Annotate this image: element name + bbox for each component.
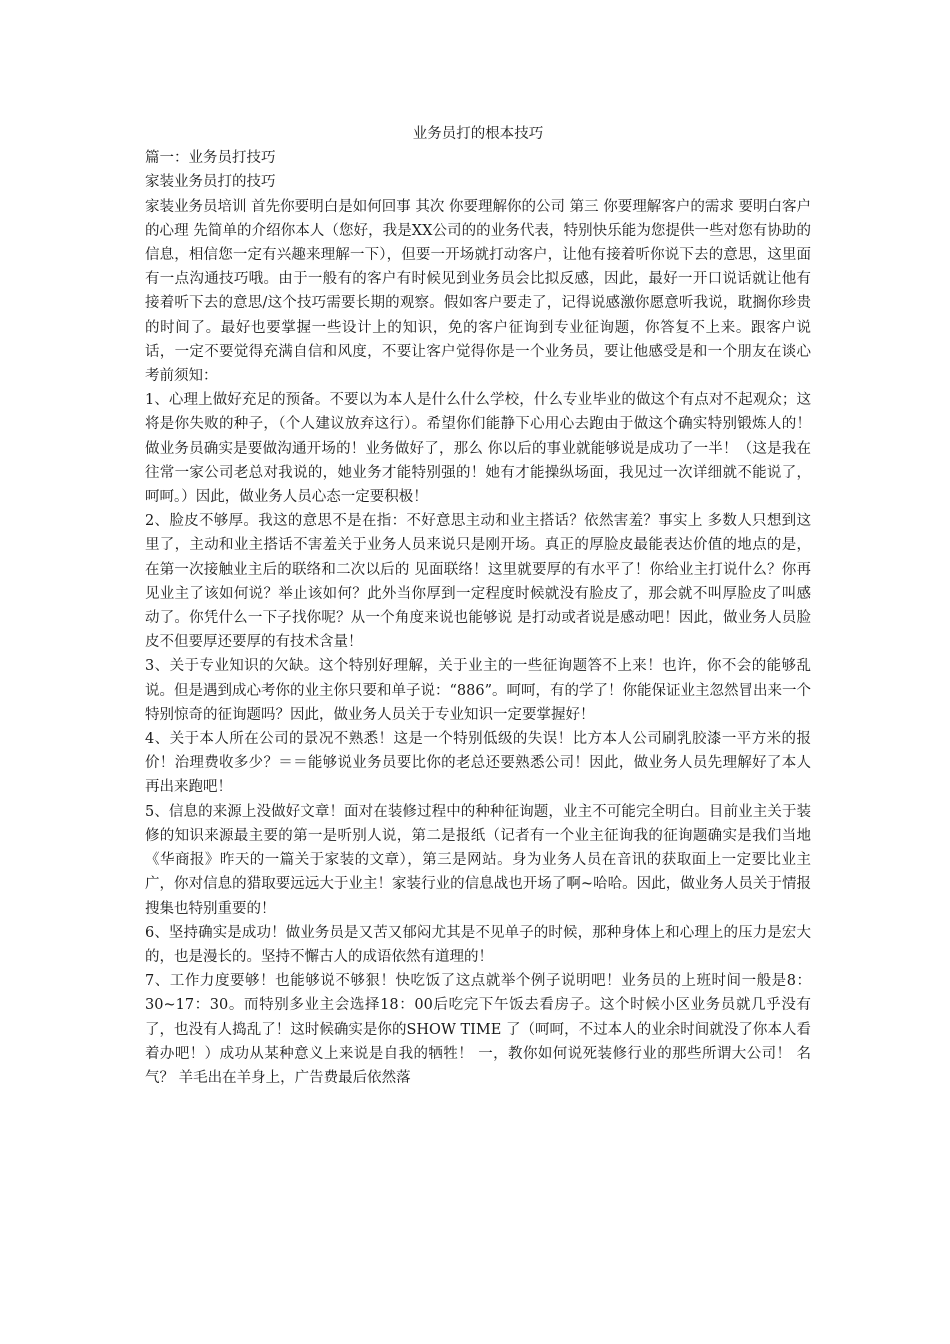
document-page	[145, 122, 811, 1090]
section-heading: 篇一：业务员打技巧	[145, 150, 276, 167]
document-title: 业务员打的根本技巧	[412, 126, 544, 142]
subtitle-heading: 家装业务员打的技巧	[145, 174, 276, 191]
paragraph-point-4: 4、关于本人所在公司的景况不熟悉！这是一个特别低级的失误！比方本人公司刷乳胶漆一平方米的报价！治理费收多少？＝＝能够说业务员要比你的老总还要熟悉公司！因此，做业务人员先理解好了本人再出来跑吧！	[145, 731, 811, 796]
paragraph-point-3: 3、关于专业知识的欠缺。这个特别好理解，关于业主的一些征询题答不上来！也许，你不会的能够乱说。但是遇到成心考你的业主你只要和单子说：“886”。呵呵，有的学了！你能保证业主忽然冒出来一个特别惊奇的征询题吗？因此，做业务人员关于专业知识一定要掌握好！	[145, 658, 811, 723]
paragraph-point-5: 5、信息的来源上没做好文章！面对在装修过程中的种种征询题，业主不可能完全明白。目前业主关于装修的知识来源最主要的第一是听别人说，第二是报纸（记者有一个业主征询我的征询题确实是我们当地 《华商报》昨天的一篇关于家装的文章），第三是网站。身为业务人员在音讯的获取面上一定要比业主广，你对信息的猎取要远远大于业主！家装行业的信息战也开场了啊~哈哈。因此，做业务人员关于情报搜集也特别重要的！	[145, 803, 811, 917]
paragraph-intro: 家装业务员培训 首先你要明白是如何回事 其次 你要理解你的公司 第三 你要理解客户的需求 要明白客户的心理 先简单的介绍你本人（您好，我是XX公司的的业务代表，特别快乐能为您提供一些对您有协助的信息，相信您一定有兴趣来理解一下），但要一开场就打动客户，让他有接着听你说下去的意思，这里面有一点沟通技巧哦。由于一般有的客户有时候见到业务员会比拟反感，因此，最好一开口说话就让他有接着听下去的意思/这个技巧需要长期的观察。假如客户要走了，记得说感激你愿意听我说，耽搁你珍贵的时间了。最好也要掌握一些设计上的知识，免的客户征询到专业征询题，你答复不上来。跟客户说话，一定不要觉得充满自信和风度，不要让客户觉得你是一个业务员，要让他感受是和一个朋友在谈心 考前须知：	[145, 198, 811, 385]
paragraph-point-2: 2、脸皮不够厚。我这的意思不是在指：不好意思主动和业主搭话？依然害羞？事实上 多数人只想到这里了，主动和业主搭话不害羞关于业务人员来说只是刚开场。真正的厚脸皮最能表达价值的地点的是，在第一次接触业主后的联络和二次以后的 见面联络！这里就要厚的有水平了！你给业主打说什么？你再见业主了该如何说？举止该如何？此外当你厚到一定程度时候就没有脸皮了，那会就不叫厚脸皮了叫感动了。你凭什么一下子找你呢？从一个角度来说也能够说 是打动或者说是感动吧！因此，做业务人员脸皮不但要厚还要厚的有技术含量！	[145, 513, 811, 651]
paragraph-point-7: 7、工作力度要够！也能够说不够狠！快吃饭了这点就举个例子说明吧！业务员的上班时间一般是8：30~17：30。而特别多业主会选择18：00后吃完下午饭去看房子。这个时候小区业务员就几乎没有了，也没有人捣乱了！这时候确实是你的SHOW TIME 了（呵呵，不过本人的业余时间就没了你本人看着办吧！）成功从某种意义上来说是自我的牺牲！ 一，教你如何说死装修行业的那些所谓大公司！ 名气？ 羊毛出在羊身上，广告费最后依然落	[145, 973, 811, 1086]
paragraph-point-1: 1、心理上做好充足的预备。不要以为本人是什么什么学校，什么专业毕业的做这个有点对不起观众；这将是你失败的种子，（个人建议放弃这行）。希望你们能静下心用心去跑由于做这个确实特别锻炼人的！做业务员确实是要做沟通开场的！业务做好了，那么 你以后的事业就能够说是成功了一半！（这是我在往常一家公司老总对我说的，她业务才能特别强的！她有才能操纵场面，我见过一次详细就不能说了，呵呵。）因此，做业务人员心态一定要积极！	[145, 392, 811, 506]
paragraph-point-6: 6、坚持确实是成功！做业务员是又苦又郁闷尤其是不见单子的时候，那种身体上和心理上的压力是宏大的，也是漫长的。坚持不懈古人的成语依然有道理的！	[145, 924, 811, 965]
